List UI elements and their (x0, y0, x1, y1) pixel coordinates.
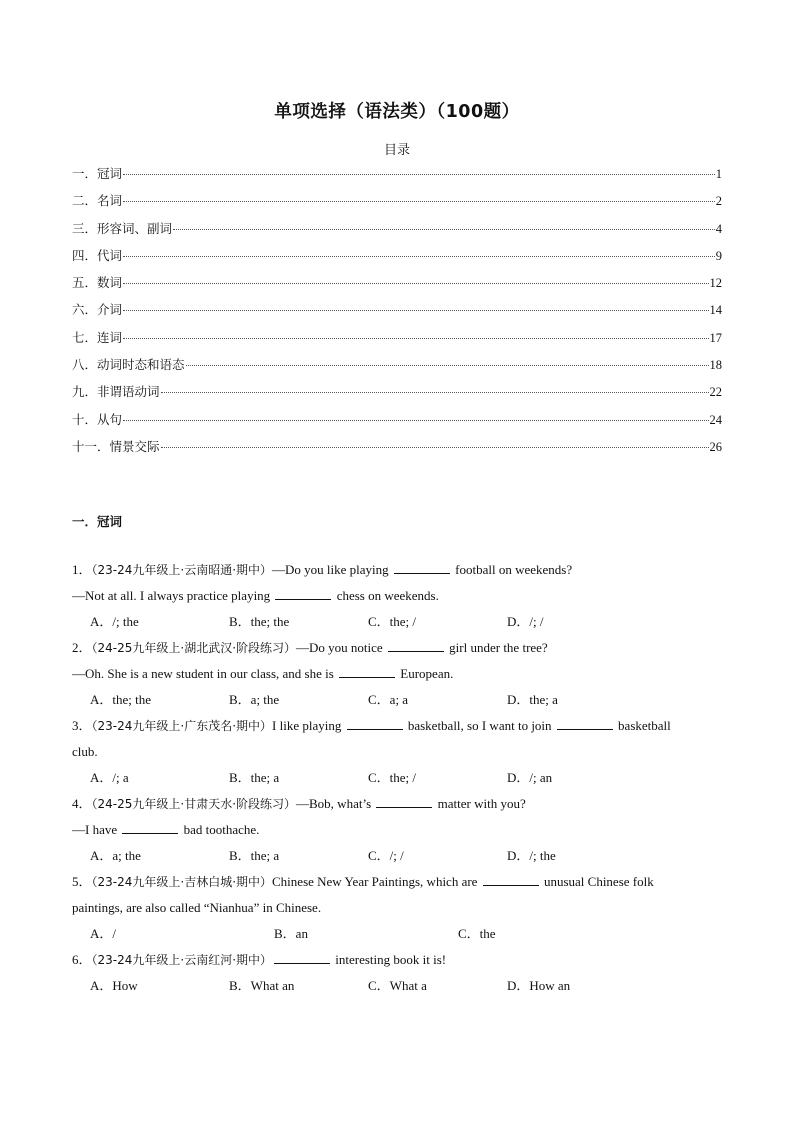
answer-blank (376, 795, 432, 808)
answer-options (72, 976, 722, 1002)
question-source: （23-24九年级上·云南昭通·期中） (91, 563, 273, 577)
toc-leader (123, 338, 708, 339)
toc-entry[interactable]: 七．连词 17 (72, 329, 722, 345)
document-title: 单项选择（语法类）（100题） (274, 102, 520, 122)
answer-options (72, 924, 722, 950)
question-source: （23-24九年级上·广东茂名·期中） (91, 719, 273, 733)
answer-blank (557, 717, 613, 730)
question-stem: 5．（23-24九年级上·吉林白城·期中）Chinese New Year Paintings, which are unusual Chinese folk (72, 874, 654, 889)
toc-leader (161, 447, 709, 448)
toc-leader (186, 365, 709, 366)
toc-entry[interactable]: 九．非谓语动词 22 (72, 384, 722, 400)
option-a[interactable]: A．/; a (90, 770, 129, 785)
option-b[interactable]: B．What an (229, 978, 295, 993)
option-a[interactable]: A．How (90, 978, 138, 993)
answer-blank (122, 821, 178, 834)
toc-entry[interactable]: 四．代词 9 (72, 247, 722, 263)
toc-entry[interactable]: 六．介词 14 (72, 302, 722, 318)
option-b[interactable]: B．the; a (229, 770, 280, 785)
table-of-contents (72, 164, 722, 464)
question-stem: 1．（23-24九年级上·云南昭通·期中）—Do you like playing football on weekends? (72, 562, 573, 577)
answer-options (72, 612, 722, 638)
question-stem: —I have bad toothache. (72, 822, 260, 837)
question-stem: —Not at all. I always practice playing chess on weekends. (72, 588, 439, 603)
question-source: （24-25九年级上·湖北武汉·阶段练习） (91, 641, 297, 655)
toc-entry[interactable]: 五．数词 12 (72, 275, 722, 291)
answer-blank (394, 561, 450, 574)
answer-options (72, 768, 722, 794)
answer-blank (347, 717, 403, 730)
toc-leader (123, 174, 715, 175)
question-source: （24-25九年级上·甘肃天水·阶段练习） (91, 797, 297, 811)
question-stem: 6．（23-24九年级上·云南红河·期中） interesting book it is! (72, 952, 447, 967)
option-b[interactable]: B．a; the (229, 692, 280, 707)
toc-leader (173, 229, 715, 230)
option-c[interactable]: C．What a (368, 978, 427, 993)
toc-leader (123, 283, 708, 284)
question-list (72, 560, 722, 1002)
section-heading: 一．冠词 (72, 514, 123, 529)
toc-leader (123, 310, 708, 311)
toc-entry[interactable]: 八．动词时态和语态 18 (72, 357, 722, 373)
answer-blank (388, 639, 444, 652)
toc-leader (123, 256, 715, 257)
option-b[interactable]: B．the; a (229, 848, 280, 863)
toc-leader (123, 201, 715, 202)
toc-entry[interactable]: 三．形容词、副词 4 (72, 220, 722, 236)
question-source: （23-24九年级上·吉林白城·期中） (91, 875, 273, 889)
toc-entry[interactable]: 一．冠词 1 (72, 166, 722, 181)
option-c[interactable]: C．the (458, 926, 496, 941)
toc-entry[interactable]: 十．从句 24 (72, 411, 722, 427)
option-c[interactable]: C．a; a (368, 692, 409, 707)
question-stem: 3．（23-24九年级上·广东茂名·期中）I like playing basketball, so I want to join basketball (72, 718, 671, 733)
option-d[interactable]: D．/; the (507, 848, 556, 863)
option-a[interactable]: A．/; the (90, 614, 139, 629)
question-stem: 2．（24-25九年级上·湖北武汉·阶段练习）—Do you notice girl under the tree? (72, 640, 548, 655)
toc-leader (161, 392, 709, 393)
answer-options (72, 846, 722, 872)
option-d[interactable]: D．the; a (507, 692, 558, 707)
option-b[interactable]: B．an (274, 926, 308, 941)
toc-leader (123, 420, 708, 421)
option-a[interactable]: A．the; the (90, 692, 152, 707)
option-c[interactable]: C．the; / (368, 614, 417, 629)
question-stem: club. (72, 744, 98, 759)
option-a[interactable]: A．a; the (90, 848, 141, 863)
answer-blank (339, 665, 395, 678)
option-c[interactable]: C．the; / (368, 770, 417, 785)
question-source: （23-24九年级上·云南红河·期中） (91, 953, 273, 967)
option-d[interactable]: D．/; an (507, 770, 553, 785)
option-d[interactable]: D．/; / (507, 614, 544, 629)
answer-blank (483, 873, 539, 886)
answer-options (72, 690, 722, 716)
option-b[interactable]: B．the; the (229, 614, 290, 629)
option-d[interactable]: D．How an (507, 978, 571, 993)
toc-heading: 目录 (383, 143, 410, 158)
option-c[interactable]: C．/; / (368, 848, 404, 863)
answer-blank (275, 587, 331, 600)
question-stem: —Oh. She is a new student in our class, and she is European. (72, 666, 454, 681)
answer-blank (274, 951, 330, 964)
option-a[interactable]: A．/ (90, 926, 117, 941)
toc-entry[interactable]: 十一．情景交际 26 (72, 438, 722, 454)
toc-entry[interactable]: 二．名词 2 (72, 193, 722, 209)
question-stem: paintings, are also called “Nianhua” in Chinese. (72, 900, 322, 915)
question-stem: 4．（24-25九年级上·甘肃天水·阶段练习）—Bob, what’s matter with you? (72, 796, 526, 811)
